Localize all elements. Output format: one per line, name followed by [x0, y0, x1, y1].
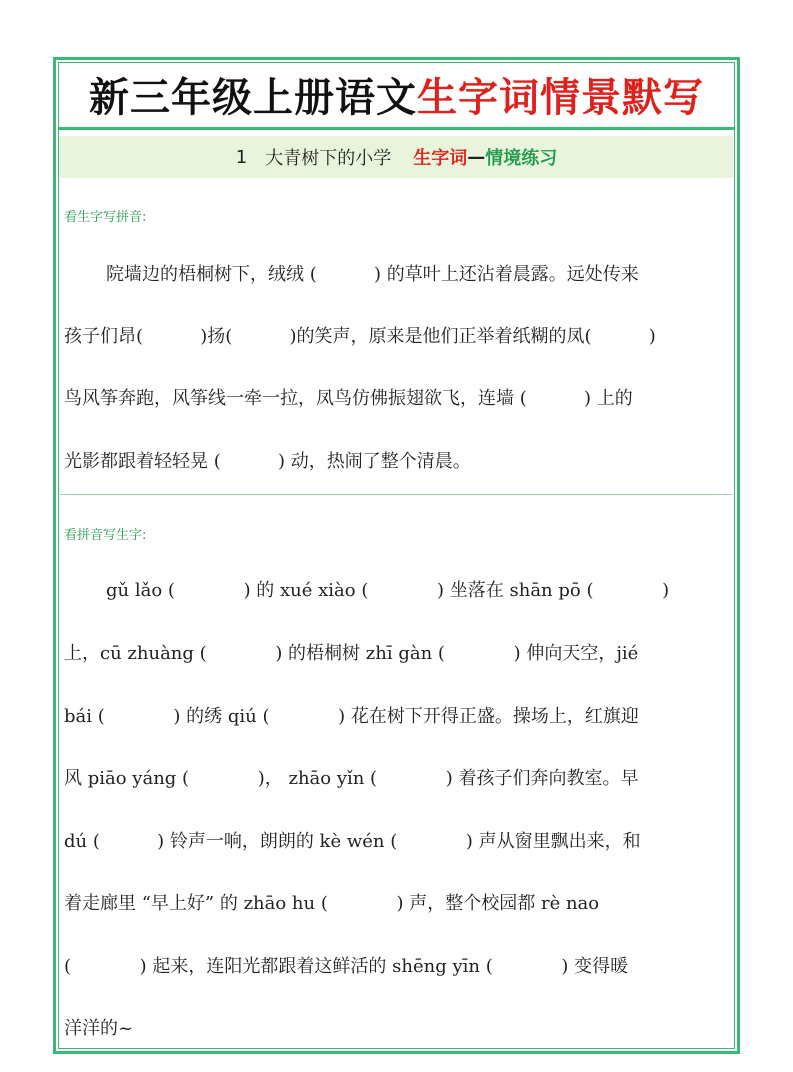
- section2-line: 着走廊里 “早上好” 的 zhāo hu ( ) 声，整个校园都 rè nao: [64, 893, 600, 914]
- lesson-number: 1: [235, 146, 248, 168]
- section-label-write-pinyin: 看生字写拼音:: [64, 210, 147, 225]
- lesson-title: 大青树下的小学: [265, 148, 392, 169]
- section-label-write-characters: 看拼音写生字:: [64, 528, 147, 543]
- section1-line: 鸟风筝奔跑，风筝线一牵一拉，凤鸟仿佛振翅欲飞，连墙 ( ) 上的: [64, 388, 633, 409]
- section2-line: ( ) 起来，连阳光都跟着这鲜活的 shēng yīn ( ) 变得暖: [64, 956, 629, 977]
- section-divider: [60, 494, 733, 495]
- section2-line: gǔ lǎo ( ) 的 xué xiào ( ) 坐落在 shān pō ( ): [106, 580, 670, 601]
- title-black-part: 新三年级上册语文: [89, 75, 417, 121]
- section1-line: 院墙边的梧桐树下，绒绒 ( ) 的草叶上还沾着晨露。远处传来: [106, 264, 639, 285]
- section2-line: 洋洋的~: [64, 1018, 134, 1039]
- subhead-green-label: 情境练习: [485, 148, 558, 169]
- section2-line: 风 piāo yáng ( )， zhāo yǐn ( ) 着孩子们奔向教室。早: [64, 768, 639, 789]
- section1-line: 光影都跟着轻轻晃 ( ) 动，热闹了整个清晨。: [64, 451, 471, 472]
- title-red-part: 生字词情景默写: [417, 75, 704, 121]
- section2-line: dú ( ) 铃声一响，朗朗的 kè wén ( ) 声从窗里飘出来，和: [64, 831, 641, 852]
- section2-line: 上，cū zhuàng ( ) 的梧桐树 zhī gàn ( ) 伸向天空，jié: [64, 643, 639, 664]
- section1-line: 孩子们昂( )扬( )的笑声，原来是他们正举着纸糊的凤( ): [64, 326, 656, 347]
- section2-line: bái ( ) 的绣 qiú ( ) 花在树下开得正盛。操场上，红旗迎: [64, 706, 639, 727]
- lesson-subheading: [60, 136, 733, 178]
- subhead-red-label: 生字词: [413, 148, 468, 169]
- page-title: [58, 62, 735, 130]
- subhead-dash: —: [467, 146, 486, 168]
